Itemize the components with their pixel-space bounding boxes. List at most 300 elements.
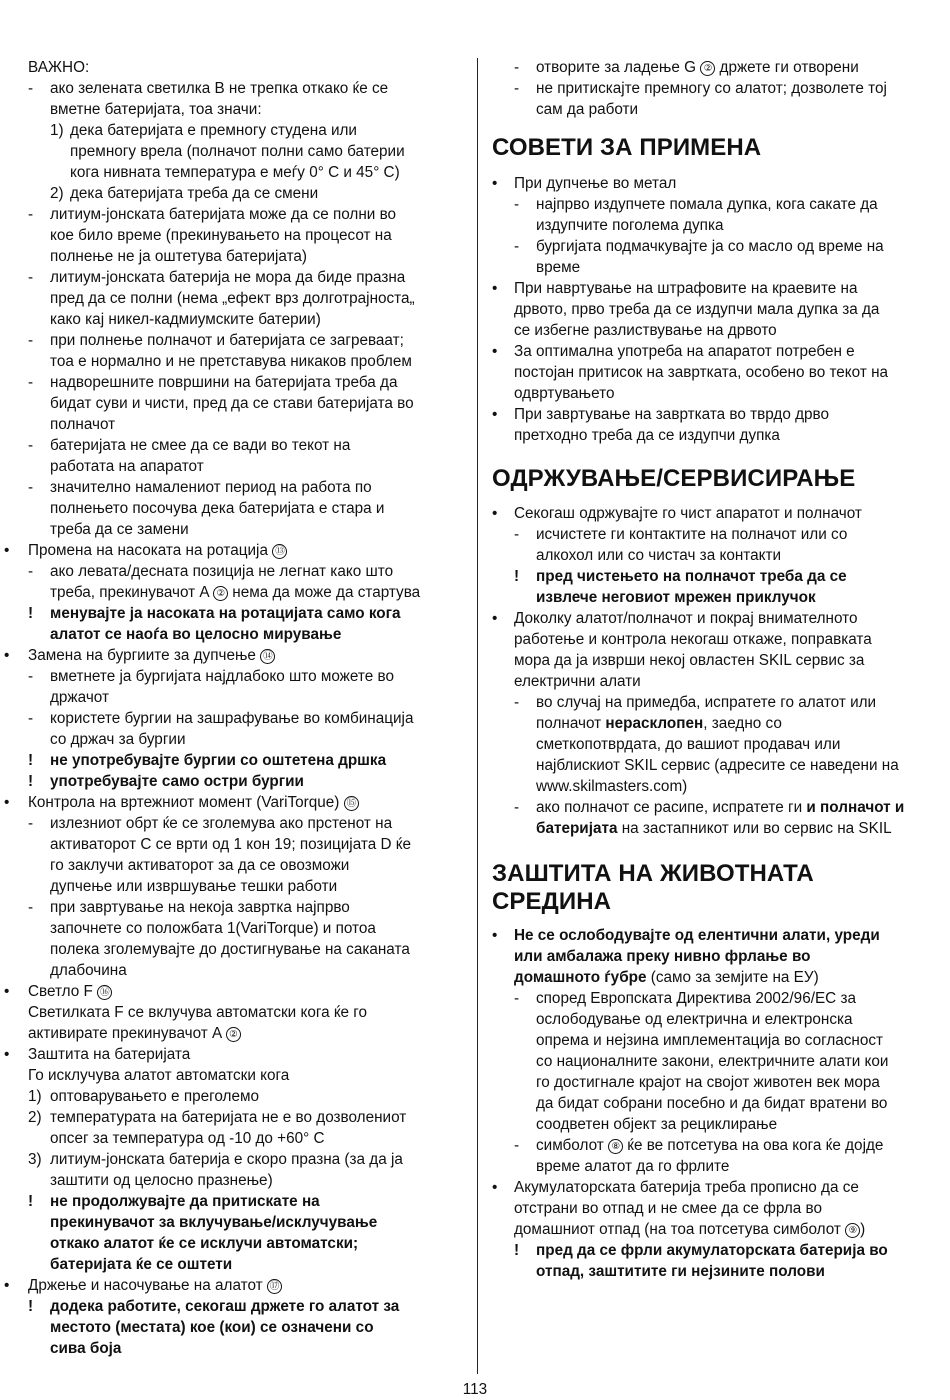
line-content	[50, 813, 392, 834]
figure-reference-number: ②	[226, 1027, 241, 1042]
bold-text: домашното ѓубре	[514, 969, 647, 986]
line-content	[536, 78, 887, 99]
text-line	[492, 1198, 944, 1219]
line-content	[536, 1240, 888, 1261]
dash-marker: -	[514, 990, 520, 1007]
number-marker: 1)	[28, 1088, 42, 1105]
text-line	[4, 792, 470, 813]
line-text-continued: нема да може да стартува	[232, 584, 421, 601]
line-content	[536, 566, 847, 587]
line-content	[50, 99, 262, 120]
line-content	[50, 834, 411, 855]
line-content	[536, 524, 847, 545]
text-line	[28, 1065, 470, 1086]
line-text: ако левата/десната позиција не легнат како што	[50, 563, 394, 580]
text-line	[492, 566, 944, 587]
line-text: ако полначот се расипе, испратете ги	[536, 799, 803, 816]
line-text-continued: )	[860, 1221, 866, 1238]
bullet-marker: •	[4, 794, 10, 811]
text-line	[28, 99, 470, 120]
line-text: За оптимална употреба на апаратот потребен е	[514, 343, 855, 360]
line-text: дека батеријата треба да се смени	[70, 185, 319, 202]
line-content	[514, 503, 862, 524]
line-content	[536, 194, 878, 215]
line-content	[514, 967, 819, 988]
line-content	[514, 650, 864, 671]
dash-marker: -	[28, 437, 34, 454]
line-content	[50, 78, 388, 99]
line-text: откако алатот ќе се исклучи автоматски;	[50, 1235, 359, 1252]
text-line	[492, 1009, 944, 1030]
bold-text: нерасклопен	[605, 715, 704, 732]
line-text: температурата на батеријата не е во дозволениот	[50, 1109, 407, 1126]
line-content	[50, 435, 350, 456]
text-line	[28, 1128, 470, 1149]
line-content	[514, 1219, 865, 1240]
line-text: започнете со положбата 1(VariTorque) и потоа	[50, 920, 376, 937]
dash-marker: -	[28, 374, 34, 391]
line-content	[28, 792, 359, 813]
text-line	[492, 692, 944, 713]
text-line	[28, 1296, 470, 1317]
text-line	[28, 918, 470, 939]
line-text: Доколку алатот/полначот и покрај внимателното	[514, 610, 858, 627]
text-line	[492, 1114, 944, 1135]
dash-marker: -	[28, 899, 34, 916]
dash-marker: -	[514, 694, 520, 711]
line-text: отпад, заштитите ги нејзините полови	[536, 1263, 825, 1280]
line-content	[50, 288, 415, 309]
line-content	[50, 897, 350, 918]
line-text: не употребувајте бургии со оштетена дршка	[50, 752, 387, 769]
line-text: При дупчење во метал	[514, 175, 677, 192]
text-line	[28, 603, 470, 624]
text-line	[492, 1261, 944, 1282]
line-text: литиум-јонската батеријата може да се полни во	[50, 206, 397, 223]
figure-reference-number: ⑧	[608, 1139, 623, 1154]
line-text: со националните закони, електричните алати кои	[536, 1053, 889, 1070]
line-content	[536, 215, 724, 236]
line-text: ослободување од електрична и електронска	[536, 1011, 853, 1028]
bullet-marker: •	[4, 1277, 10, 1294]
text-line	[492, 650, 944, 671]
text-line	[28, 1191, 470, 1212]
line-text: полнење не ја оштетува батеријата)	[50, 248, 308, 265]
line-content	[536, 776, 687, 797]
text-line	[28, 1149, 470, 1170]
text-line	[28, 834, 470, 855]
text-line	[492, 1051, 944, 1072]
line-text: Го исклучува алатот автоматски кога	[28, 1067, 290, 1084]
text-line	[492, 341, 944, 362]
line-content	[514, 1177, 859, 1198]
line-text: активирате прекинувачот A	[28, 1025, 222, 1042]
bullet-marker: •	[4, 647, 10, 664]
line-text: полнењето посочува дека батеријата е стара и	[50, 500, 385, 517]
line-content	[50, 1086, 259, 1107]
line-content	[536, 1261, 825, 1282]
line-text: електрични алати	[514, 673, 641, 690]
line-text: време алатот да го фрлите	[536, 1158, 730, 1175]
line-content	[50, 1149, 403, 1170]
line-content	[514, 404, 829, 425]
line-content	[536, 818, 892, 839]
figure-reference-number: ②	[700, 61, 715, 76]
line-content	[50, 1296, 399, 1317]
line-text: Промена на насоката на ротација	[28, 542, 268, 559]
line-content	[536, 1051, 888, 1072]
text-line	[28, 498, 470, 519]
text-line	[492, 988, 944, 1009]
line-text-continued: , заедно со	[703, 715, 782, 732]
text-line	[492, 320, 944, 341]
line-content	[50, 708, 413, 729]
line-text: да бидат собрани посебно и да бидат вратени во	[536, 1095, 888, 1112]
text-line	[492, 173, 944, 194]
line-content	[28, 645, 275, 666]
line-text: мора да ја изврши некој овластен SKIL сервис за	[514, 652, 865, 669]
line-content	[50, 477, 372, 498]
line-content	[536, 236, 884, 257]
line-text: симболот	[536, 1137, 604, 1154]
line-text: Акумулаторската батерија треба прописно да се	[514, 1179, 859, 1196]
text-line	[492, 215, 944, 236]
text-line	[492, 925, 944, 946]
line-content	[514, 946, 811, 967]
line-content	[50, 1317, 374, 1338]
text-line	[4, 1275, 470, 1296]
line-text: При завртување на завртката во тврдо дрво	[514, 406, 829, 423]
warning-marker: !	[28, 773, 34, 790]
dash-marker: -	[514, 59, 520, 76]
line-text: премногу врела (полначот полни само батерии	[70, 143, 405, 160]
line-content	[50, 1254, 232, 1275]
line-content	[536, 988, 856, 1009]
text-line	[492, 776, 944, 797]
text-line	[28, 372, 470, 393]
line-text-continued: држете ги отворени	[719, 59, 859, 76]
text-line	[28, 309, 470, 330]
line-text: алатот се наоѓа во целосно мирување	[50, 626, 342, 643]
text-line	[28, 582, 470, 603]
line-text: време	[536, 259, 581, 276]
text-line	[28, 120, 470, 141]
line-content	[50, 1233, 358, 1254]
line-content	[50, 582, 420, 603]
text-line	[28, 57, 470, 78]
line-text: батеријата ќе се оштети	[50, 1256, 233, 1273]
line-content	[536, 1093, 887, 1114]
line-content	[28, 1275, 282, 1296]
text-line	[492, 425, 944, 446]
line-text: значително намалениот период на работа по	[50, 479, 372, 496]
text-line	[492, 818, 944, 839]
line-content	[50, 1107, 406, 1128]
line-content	[536, 1114, 777, 1135]
line-content	[514, 320, 777, 341]
bold-text: батеријата	[536, 820, 618, 837]
line-content	[28, 1044, 190, 1065]
line-text: употребувајте само остри бургии	[50, 773, 304, 790]
line-content	[50, 1191, 320, 1212]
line-content	[50, 519, 189, 540]
line-text: дека батеријата е премногу студена или	[70, 122, 357, 139]
line-text: држачот	[50, 689, 109, 706]
section-heading-line: СРЕДИНА	[492, 888, 612, 915]
bold-text: и полначот и	[806, 799, 905, 816]
line-text: Светло F	[28, 983, 93, 1000]
line-text: алкохол или со чистач за контакти	[536, 547, 782, 564]
line-content	[50, 771, 304, 792]
line-content	[514, 608, 858, 629]
text-line	[492, 671, 944, 692]
dash-marker: -	[28, 206, 34, 223]
text-line	[28, 771, 470, 792]
line-text: треба, прекинувачот A	[50, 584, 209, 601]
text-line	[28, 960, 470, 981]
line-content	[536, 257, 580, 278]
line-content	[70, 141, 405, 162]
text-line	[28, 813, 470, 834]
line-content	[70, 183, 318, 204]
text-line	[4, 1044, 470, 1065]
text-line	[492, 629, 944, 650]
line-content	[28, 57, 89, 78]
text-line	[28, 1107, 470, 1128]
line-content	[50, 246, 307, 267]
line-content	[514, 425, 780, 446]
line-content	[28, 1023, 241, 1044]
line-content	[514, 278, 858, 299]
dash-marker: -	[514, 80, 520, 97]
text-line	[28, 1023, 470, 1044]
line-text: работата на апаратот	[50, 458, 204, 475]
figure-reference-number: ⑮	[344, 796, 359, 811]
line-text: додека работите, секогаш држете го алатот за	[50, 1298, 400, 1315]
line-content	[514, 341, 855, 362]
dash-marker: -	[514, 196, 520, 213]
line-content	[50, 1212, 377, 1233]
dash-marker: -	[28, 563, 34, 580]
bullet-marker: •	[492, 610, 498, 627]
section-heading	[492, 134, 944, 162]
line-content	[50, 267, 405, 288]
line-text: при завртување на некоја завртка најпрво	[50, 899, 350, 916]
right-column	[492, 57, 944, 1282]
text-line	[28, 1002, 470, 1023]
line-text: со држач за бургии	[50, 731, 186, 748]
number-marker: 2)	[50, 185, 64, 202]
line-content	[536, 734, 840, 755]
line-text: како кај никел-кадмиумските батерии)	[50, 311, 321, 328]
line-content	[514, 362, 888, 383]
text-line	[492, 194, 944, 215]
line-text-continued: ќе ве потсетува на ова кога ќе дојде	[627, 1137, 884, 1154]
text-line	[28, 477, 470, 498]
text-line	[492, 236, 944, 257]
text-line	[28, 855, 470, 876]
text-line	[492, 946, 944, 967]
bullet-marker: •	[4, 1046, 10, 1063]
line-content	[50, 456, 204, 477]
text-line	[28, 141, 470, 162]
figure-reference-number: ⑭	[260, 649, 275, 664]
line-text: треба да се замени	[50, 521, 189, 538]
dash-marker: -	[28, 332, 34, 349]
bullet-marker: •	[492, 406, 498, 423]
warning-marker: !	[28, 752, 34, 769]
line-content	[50, 309, 321, 330]
page-number: 113	[462, 1381, 488, 1398]
text-line	[492, 362, 944, 383]
line-content	[50, 687, 109, 708]
number-marker: 2)	[28, 1109, 42, 1126]
line-text: издупчите поголема дупка	[536, 217, 724, 234]
line-text: претходно треба да се издупчи дупка	[514, 427, 780, 444]
line-text: Држење и насочување на алатот	[28, 1277, 263, 1294]
line-content	[50, 918, 376, 939]
line-text: Заштита на батеријата	[28, 1046, 191, 1063]
line-text: ако зелената светилка B не трепка откако ќе се	[50, 80, 389, 97]
line-text: бидат суви и чисти, пред да се стави батеријата во	[50, 395, 414, 412]
text-line	[28, 330, 470, 351]
text-line	[28, 519, 470, 540]
line-text: работење и контрола некогаш откаже, поправката	[514, 631, 872, 648]
dash-marker: -	[28, 815, 34, 832]
left-column	[4, 57, 470, 1359]
text-line	[4, 981, 470, 1002]
text-line	[492, 587, 944, 608]
line-content	[50, 939, 410, 960]
warning-marker: !	[28, 605, 34, 622]
line-text: во случај на примедба, испратете го алатот или	[536, 694, 877, 711]
line-text: при полнење полначот и батеријата се загреваат;	[50, 332, 404, 349]
text-line	[28, 267, 470, 288]
line-content	[536, 545, 781, 566]
line-text: соодветен објект за рециклирање	[536, 1116, 778, 1133]
line-content	[536, 1135, 883, 1156]
text-line	[28, 897, 470, 918]
section-heading-line: ОДРЖУВАЊЕ/СЕРВИСИРАЊЕ	[492, 465, 856, 492]
text-line	[28, 435, 470, 456]
figure-reference-number: ⑰	[267, 1279, 282, 1294]
line-content	[50, 855, 349, 876]
line-text: отстрани во отпад и не смее да се фрла во	[514, 1200, 823, 1217]
text-line	[28, 624, 470, 645]
line-content	[536, 1009, 853, 1030]
line-text: заштити од целосно празнење)	[50, 1172, 273, 1189]
line-text: постојан притисок на завртката, особено во текот на	[514, 364, 889, 381]
bullet-marker: •	[492, 1179, 498, 1196]
line-content	[50, 960, 127, 981]
line-content	[50, 1338, 121, 1359]
line-text: опрема и нејзина имплементација во согласност	[536, 1032, 884, 1049]
line-content	[514, 383, 614, 404]
line-content	[28, 1002, 367, 1023]
line-text: се избегне разлиствување на дрвото	[514, 322, 777, 339]
line-text: Замена на бургиите за дупчење	[28, 647, 256, 664]
text-line	[492, 1177, 944, 1198]
line-text: според Европската Директива 2002/96/ЕС за	[536, 990, 856, 1007]
line-content	[70, 120, 357, 141]
line-text: тоа е нормално и не претставува никаков проблем	[50, 353, 412, 370]
text-line	[28, 1086, 470, 1107]
line-text: сметкопотврдата, до вашиот продавач или	[536, 736, 841, 753]
line-text: Секогаш одржувајте го чист апаратот и полначот	[514, 505, 862, 522]
text-line	[492, 545, 944, 566]
text-line	[492, 383, 944, 404]
line-content	[50, 561, 393, 582]
section-heading	[492, 860, 944, 916]
line-text: пред чистењето на полначот треба да се	[536, 568, 847, 585]
line-text: Контрола на вртежниот момент (VariTorque)	[28, 794, 340, 811]
text-line	[28, 1233, 470, 1254]
text-line	[492, 1072, 944, 1093]
line-text-continued: (само за земјите на ЕУ)	[650, 969, 819, 986]
text-line	[28, 750, 470, 771]
line-content	[50, 330, 404, 351]
text-line	[28, 414, 470, 435]
line-content	[514, 173, 676, 194]
text-line	[28, 1254, 470, 1275]
figure-reference-number: ⑬	[272, 544, 287, 559]
text-line	[492, 524, 944, 545]
line-text-continued: на застапникот или во сервис на SKIL	[621, 820, 892, 837]
line-content	[50, 498, 384, 519]
line-content	[50, 876, 337, 897]
warning-marker: !	[28, 1298, 34, 1315]
line-content	[28, 540, 287, 561]
text-line	[28, 288, 470, 309]
line-text: бургијата подмачкувајте ја со масло од време на	[536, 238, 884, 255]
line-text: отворите за ладење G	[536, 59, 697, 76]
line-text: користете бургии на зашрафување во комбинација	[50, 710, 414, 727]
line-content	[50, 204, 396, 225]
figure-reference-number: ⑨	[845, 1223, 860, 1238]
line-content	[536, 57, 859, 78]
line-text: сива боја	[50, 1340, 122, 1357]
text-line	[28, 183, 470, 204]
bullet-marker: •	[4, 983, 10, 1000]
dash-marker: -	[28, 269, 34, 286]
section-heading-line: СОВЕТИ ЗА ПРИМЕНА	[492, 134, 762, 161]
section-heading	[492, 465, 944, 493]
line-content	[28, 1065, 289, 1086]
text-line	[28, 162, 470, 183]
text-line	[28, 393, 470, 414]
line-content	[50, 666, 394, 687]
line-text: или амбалажа преку нивно фрлање во	[514, 948, 811, 965]
line-content	[514, 671, 641, 692]
text-line	[28, 687, 470, 708]
text-line	[28, 1338, 470, 1359]
text-line	[28, 246, 470, 267]
line-content	[50, 624, 341, 645]
section-heading-line: ЗАШТИТА НА ЖИВОТНАТА	[492, 860, 814, 887]
line-text: длабочина	[50, 962, 127, 979]
line-content	[536, 692, 876, 713]
line-text: одвртувањето	[514, 385, 615, 402]
line-content	[536, 99, 638, 120]
warning-marker: !	[514, 568, 520, 585]
text-line	[492, 57, 944, 78]
line-text: го заклучи активаторот за да се овозможи	[50, 857, 350, 874]
text-line	[492, 1093, 944, 1114]
line-content	[50, 225, 392, 246]
line-content	[70, 162, 400, 183]
line-text: ВАЖНО:	[28, 59, 90, 76]
line-text: дупчење или извршување тешки работи	[50, 878, 338, 895]
